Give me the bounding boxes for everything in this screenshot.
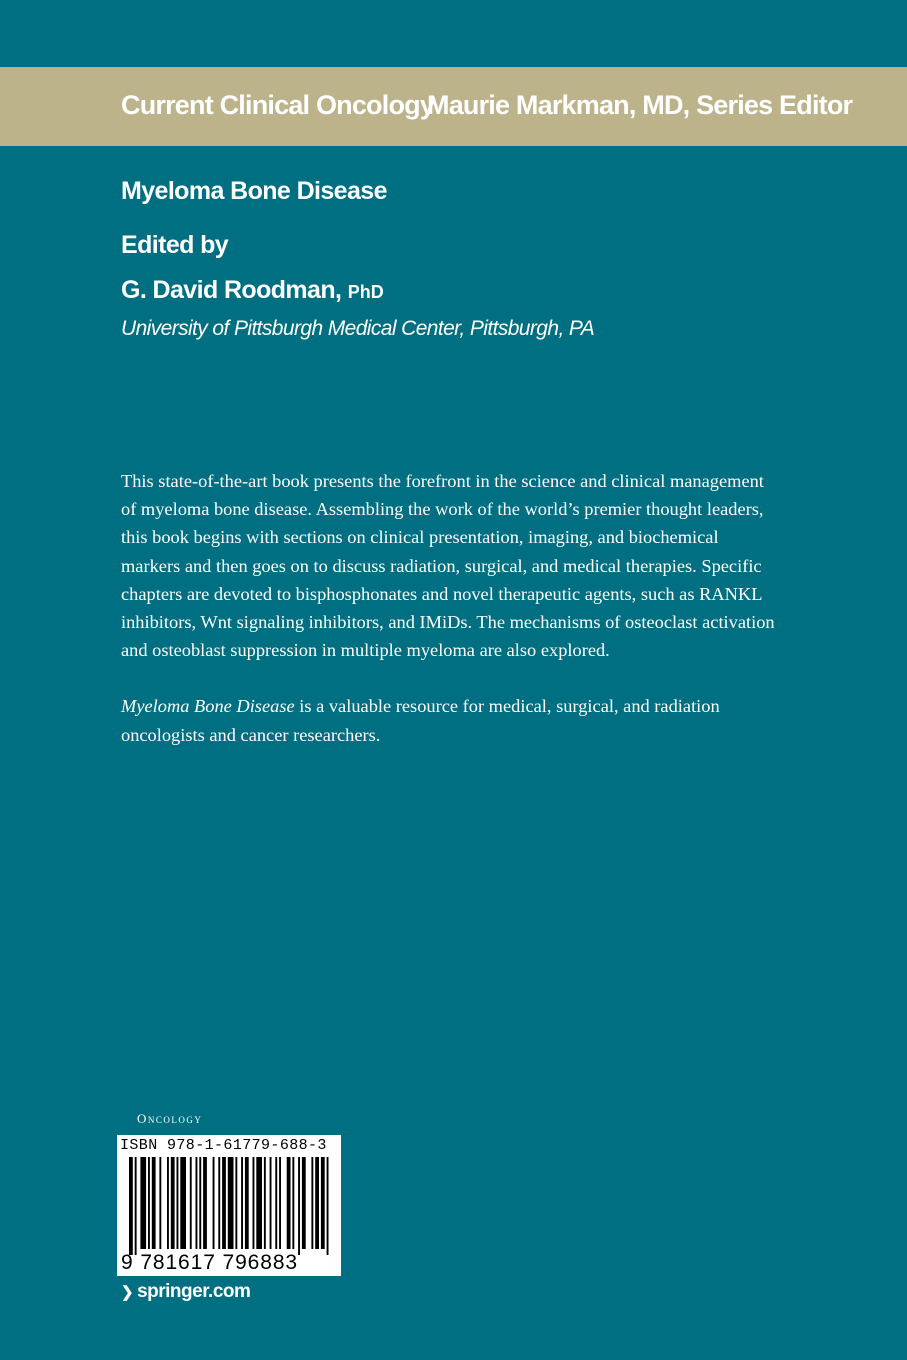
description-line: This state-of-the-art book presents the forefront in the science and clinical management xyxy=(121,471,764,491)
description-line: markers and then goes on to discuss radiation, surgical, and medical therapies. Specific xyxy=(121,555,762,576)
category-label: Oncology xyxy=(137,1111,203,1126)
chevron-right-icon: ❯ xyxy=(121,1284,134,1301)
editor-degree: PhD xyxy=(347,282,384,302)
book-title-italic: Myeloma Bone Disease xyxy=(121,696,295,717)
book-title: Myeloma Bone Disease xyxy=(121,177,387,205)
description-line: this book begins with sections on clinical presentation, imaging, and biochemical xyxy=(121,527,719,548)
series-name: Current Clinical Oncology xyxy=(121,90,435,120)
description-line: oncologists and cancer researchers. xyxy=(121,724,381,745)
ean-digits: 9 781617 796883 xyxy=(121,1251,298,1274)
editor-name: G. David Roodman, xyxy=(121,276,342,304)
description-paragraph-1 xyxy=(121,467,861,664)
edited-by-label: Edited by xyxy=(121,231,229,259)
website-label: springer.com xyxy=(137,1281,251,1302)
isbn-label: ISBN 978-1-61779-688-3 xyxy=(120,1137,327,1154)
description-line: of myeloma bone disease. Assembling the work of the world’s premier thought leaders, xyxy=(121,499,764,520)
website-link[interactable] xyxy=(121,1281,250,1303)
book-description xyxy=(121,467,861,749)
description-line: chapters are devoted to bisphosphonates and novel therapeutic agents, such as RANKL xyxy=(121,583,763,604)
editor-affiliation: University of Pittsburgh Medical Center, Pittsburgh, PA xyxy=(121,317,595,340)
isbn-barcode xyxy=(117,1135,341,1276)
description-line: inhibitors, Wnt signaling inhibitors, and IMiDs. The mechanisms of osteoclast activation xyxy=(121,612,775,633)
description-text: is a valuable resource for medical, surgical, and radiation xyxy=(294,696,720,717)
editor-line xyxy=(121,276,384,305)
series-editor: Maurie Markman, MD, Series Editor xyxy=(427,90,853,120)
description-line: and osteoblast suppression in multiple myeloma are also explored. xyxy=(121,640,610,661)
description-paragraph-2 xyxy=(121,692,861,748)
description-line xyxy=(121,692,861,720)
